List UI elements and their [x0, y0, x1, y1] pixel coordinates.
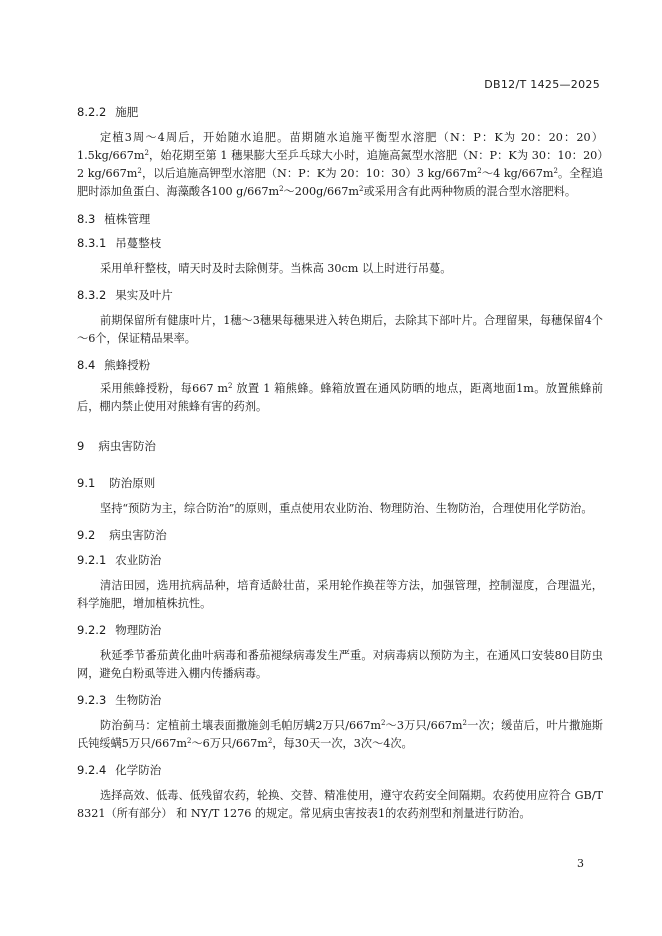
section-number: 9.1 [77, 476, 96, 490]
section-title: 农业防治 [115, 553, 162, 567]
section-title: 病虫害防治 [109, 528, 167, 542]
section-number: 9.2.1 [77, 553, 107, 567]
doc-code-header: DB12/T 1425—2025 [484, 78, 600, 91]
section-heading [77, 552, 603, 568]
chapter-heading [77, 438, 603, 454]
section-title: 防治原则 [109, 476, 156, 490]
section-number: 8.3 [77, 212, 96, 226]
paragraph-fertilization: 定植3周～4周后，开始随水追肥。苗期随水追施平衡型水溶肥（N：P：K为 20：20：$20)1.5kg/667m^2$，始花期至第 1 穗果膨大至乒乓球大小时，追施高氮型水溶肥（N：P：K为 30：10：20）2 $kg/667m^2$，以后追施高钾型水溶肥（N：P：K为 20：10：30）3 $kg/667m^2\sim 4$ $kg/667m^2$。全程追肥时添加鱼蛋白、海藻酸各100 $g/667m^2\sim 200g/667m^2$或采用含有此两种物质的混合型水溶肥料。 [77, 131, 603, 198]
section-number: 9.2.4 [77, 763, 107, 777]
section-heading [77, 104, 603, 120]
section-number: 9.2.2 [77, 623, 107, 637]
section-number: 8.2.2 [77, 105, 107, 119]
section-heading [77, 762, 603, 778]
section-heading [77, 235, 603, 251]
section-heading [77, 475, 603, 491]
paragraph-chemical: 选择高效、低毒、低残留农药，轮换、交替、精准使用，遵守农药安全间隔期。农药使用应符合 GB/T 8321（所有部分） 和 NY/T 1276 的规定。常见病虫害按表1的农药剂型和剂量进行防治。 [77, 789, 603, 820]
section-number: 9.2.3 [77, 693, 107, 707]
section-heading [77, 692, 603, 708]
paragraph-hanging: 采用单秆整枝，晴天时及时去除侧芽。当株高 30cm 以上时进行吊蔓。 [100, 262, 452, 275]
document-body [77, 104, 603, 823]
section-number: 8.4 [77, 358, 96, 372]
section-title: 施肥 [115, 105, 139, 119]
section-title: 熊蜂授粉 [104, 358, 151, 372]
section-title: 化学防治 [115, 763, 162, 777]
section-heading [77, 357, 603, 373]
section-title: 生物防治 [115, 693, 162, 707]
section-title: 病虫害防治 [98, 439, 156, 453]
section-number: 8.3.1 [77, 236, 107, 250]
paragraph-biological: 防治蓟马：定植前土壤表面撒施剑毛帕厉螨2万只$/667m^2\sim 3$万只$/667m^2$一次；缓苗后，叶片撒施斯氏钝绥螨5万只$/667m^2\sim 6$万只$/667m^2$，每30天一次，3次～4次。 [77, 719, 603, 750]
section-number: 9 [77, 439, 85, 453]
paragraph-physical: 秋延季节番茄黄化曲叶病毒和番茄褪绿病毒发生严重。对病毒病以预防为主，在通风口安装80目防虫网，避免白粉虱等进入棚内传播病毒。 [77, 649, 603, 680]
section-heading [77, 211, 603, 227]
section-title: 吊蔓整枝 [115, 236, 162, 250]
section-title: 果实及叶片 [115, 288, 173, 302]
section-title: 物理防治 [115, 623, 162, 637]
paragraph-agricultural: 清洁田园，选用抗病品种，培育适龄壮苗，采用轮作换茬等方法，加强管理，控制湿度，合理温光，科学施肥，增加植株抗性。 [77, 579, 603, 610]
paragraph-pollination: 采用熊蜂授粉，每667 $m^2$ 放置 1 箱熊蜂。蜂箱放置在通风防晒的地点，距离地面1m。放置熊蜂前后，棚内禁止使用对熊蜂有害的药剂。 [77, 382, 603, 413]
page-number: 3 [577, 857, 584, 870]
section-heading [77, 527, 603, 543]
paragraph-fruit-leaf: 前期保留所有健康叶片，1穗～3穗果每穗果进入转色期后，去除其下部叶片。合理留果，每穗保留4个～6个，保证精品果率。 [77, 314, 603, 345]
paragraph-principle: 坚持“预防为主，综合防治”的原则，重点使用农业防治、物理防治、生物防治，合理使用化学防治。 [100, 502, 593, 515]
section-number: 8.3.2 [77, 288, 107, 302]
section-title: 植株管理 [104, 212, 151, 226]
section-number: 9.2 [77, 528, 96, 542]
section-heading [77, 287, 603, 303]
section-heading [77, 622, 603, 638]
